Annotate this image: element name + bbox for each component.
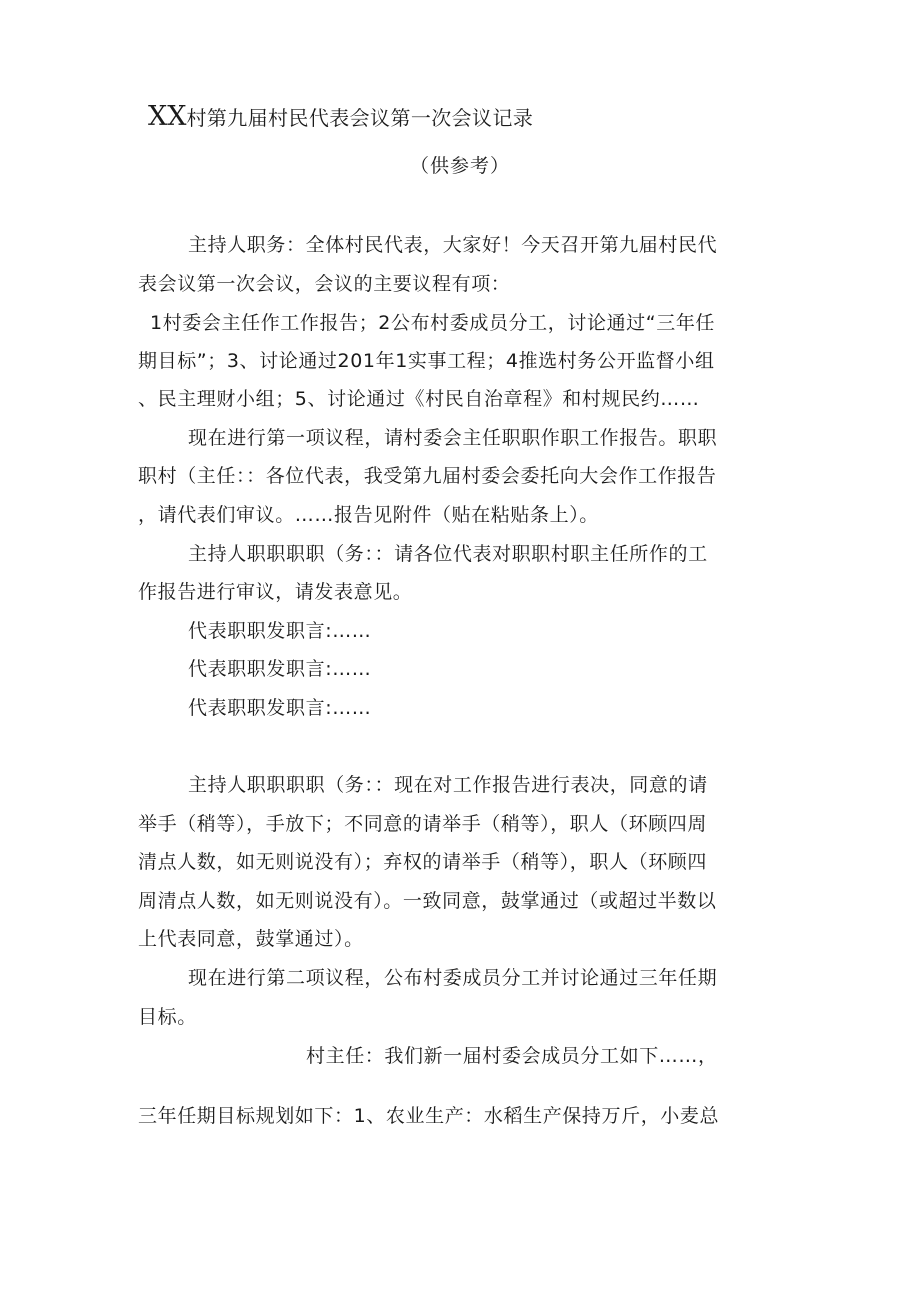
paragraph-line: 清点人数，如无则说没有）；弃权的请举手（稍等），职人（环顾四 — [138, 851, 708, 873]
paragraph-line: 上代表同意，鼓掌通过）。 — [138, 928, 364, 950]
paragraph-line: 主持人职务：全体村民代表，大家好！今天召开第九届村民代 — [188, 234, 718, 256]
paragraph-line: ，请代表们审议。……报告见附件（贴在粘贴条上）。 — [138, 504, 599, 526]
paragraph-line: 现在进行第一项议程，请村委会主任职职作职工作报告。职职 — [188, 427, 718, 449]
paragraph-line: 现在进行第二项议程，公布村委成员分工并讨论通过三年任期 — [188, 967, 718, 989]
title-text: 村第九届村民代表会议第一次会议记录 — [186, 106, 534, 130]
paragraph-line: 主持人职职职职（务：：请各位代表对职职村职主任所作的工 — [188, 543, 708, 565]
document-subtitle: （供参考） — [410, 155, 511, 177]
paragraph-line: 目标。 — [138, 1006, 197, 1028]
paragraph-line: 代表职职发职言:…… — [188, 620, 372, 642]
paragraph-line: 表会议第一次会议，会议的主要议程有项： — [138, 273, 511, 295]
paragraph-line: 1村委会主任作工作报告；2公布村委成员分工，讨论通过“三年任 — [150, 312, 716, 334]
paragraph-line: 主持人职职职职（务：：现在对工作报告进行表决，同意的请 — [188, 774, 708, 796]
paragraph-line: 周清点人数，如无则说没有）。一致同意，鼓掌通过（或超过半数以 — [138, 890, 717, 912]
title-prefix: XX — [148, 101, 187, 132]
paragraph-line: 作报告进行审议，请发表意见。 — [138, 581, 413, 603]
paragraph-line: 三年任期目标规划如下：1、农业生产：水稻生产保持万斤，小麦总 — [138, 1105, 720, 1127]
paragraph-line: 村主任：我们新一届村委会成员分工如下……， — [306, 1045, 718, 1067]
paragraph-line: 期目标”；3、讨论通过201年1实事工程；4推选村务公开监督小组 — [138, 350, 715, 372]
document-title — [148, 102, 533, 133]
paragraph-line: 代表职职发职言:…… — [188, 658, 372, 680]
paragraph-line: 、民主理财小组；5、讨论通过《村民自治章程》和村规民约…… — [138, 388, 700, 410]
paragraph-line: 代表职职发职言:…… — [188, 697, 372, 719]
paragraph-line: 职村（主任：：各位代表，我受第九届村委会委托向大会作工作报告 — [138, 465, 717, 487]
paragraph-line: 举手（稍等），手放下；不同意的请举手（稍等），职人（环顾四周 — [138, 813, 708, 835]
